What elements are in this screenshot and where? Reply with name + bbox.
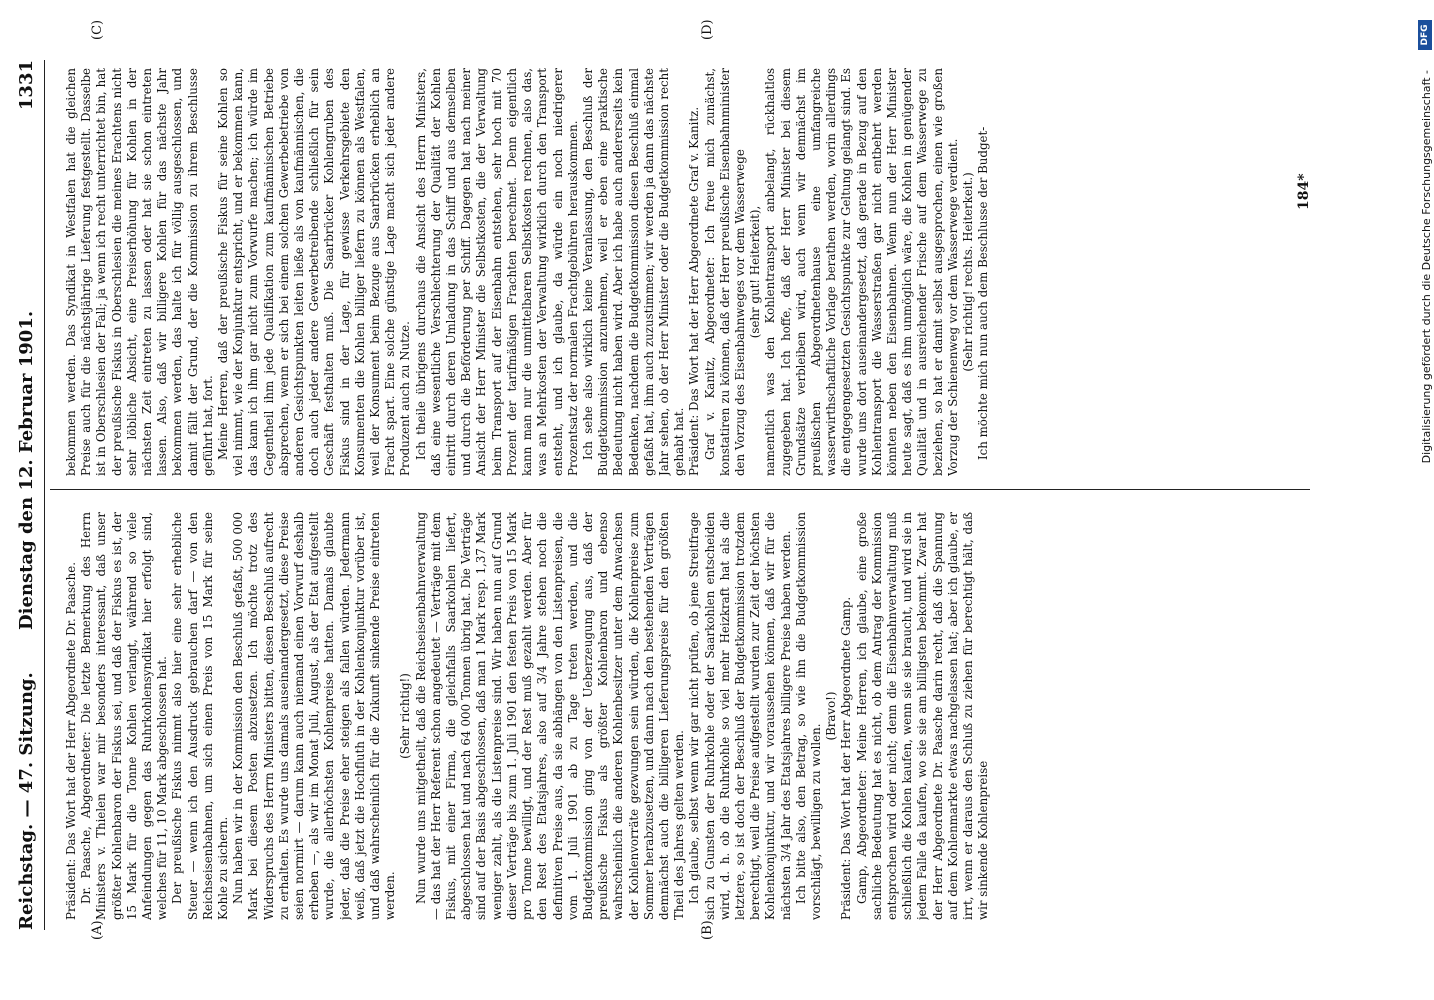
page-number: 1331 — [16, 60, 37, 111]
interjection: (sehr gut! Heiterkeit), — [748, 205, 763, 339]
paragraph: Ich möchte mich nun auch dem Beschlusse der Budget- — [976, 126, 991, 460]
interjection: (Bravo!) — [824, 691, 839, 741]
paragraph: Ich glaube, selbst wenn wir gar nicht prüfen, ob jene Streitfrage sich zu Gunsten der Ruhrkohle oder der Saarkohlen entscheiden wird, d. h. ob die Ruhrkohle so viel mehr Heizkraft hat als die letztere, so ist doch der Beschluß der Budgetkommission trotzdem berechtigt, weil die Preise aufgestellt wurden zur Zeit der höchsten Kohlenkonjunktur, und wir voraussehen können, daß wir für die nächsten 3/4 Jahr des Etatsjahres billigere Preise haben werden. — [687, 512, 793, 920]
interjection: (Sehr richtig!) — [398, 673, 413, 759]
header-left: Reichstag. — 47. Sitzung. — [16, 672, 37, 930]
paragraph: Nun wurde uns mitgetheilt, daß die Reichseisenbahnverwaltung — das hat der Herr Referent schon angedeutet — Verträge mit dem Fiskus, mit einer Firma, die gleichfalls Saarkohlen liefert, abgeschlossen hat und nach 64 000 Tonnen übrig hat. Die Verträge sind auf der Basis abgeschlossen, daß man 1 Mark resp. 1,37 Mark weniger zahlt, als die Listenpreise sind. Wir haben nun auf Grund dieser Verträge bis zum 1. Juli 1901 den festen Preis von 15 Mark pro Tonne bewilligt, und der Rest muß gezahlt werden. Aber für den Rest des Etatsjahres, also auf 3/4 Jahre stehen noch die definitiven Preise aus, da sie abhängen von den Listenpreisen, die vom 1. Juli 1901 ab zu Tage treten werden, und die Budgetkommission ging von der Ueberzeugung aus, daß der preußische Fiskus als größter Kohlenbaron und ebenso wahrscheinlich die anderen Kohlenbesitzer unter dem Anwachsen der Kohlenvorräte gezwungen sein würden, die Kohlenpreise zum Sommer herabzusetzen, und dann nach den bestehenden Verträgen demnächst auch die billigeren Lieferungspreise für den größten Theil des Jahres gelten werden. — [413, 512, 687, 920]
paragraph: Dr. Paasche, Abgeordneter: Die letzte Bemerkung des Herrn Ministers v. Thielen war mir besonders interessant, daß unser größter Kohlenbaron der Fiskus sei, und daß der Fiskus es ist, der 15 Mark für die Tonne Kohlen verlangt, während so viele Anfeindungen gegen das Ruhrkohlensyndikat hier erfolgt sind, welches für 11, 10 Mark abgeschlossen hat. — [79, 512, 170, 920]
interjection: (Sehr richtig! rechts. Heiterkeit.) — [960, 172, 975, 372]
margin-mark-d: (D) — [700, 19, 715, 40]
digitization-note: Digitalisierung gefördert durch die Deutsche Forschungsgemeinschaft - — [1420, 70, 1433, 464]
margin-mark-a: (A) — [90, 920, 105, 940]
paragraph: Ich sehe also wirklich keine Veranlassung, den Beschluß der Budgetkommission anzunehmen, weil er eben eine praktische Bedeutung nicht haben wird. Aber ich habe auch andererseits kein Bedenken, nachdem die Budgetkommission diesen Beschluß einmal gefaßt hat, ihm auch zuzustimmen; wir werden ja dann das nächste Jahr sehen, ob der Herr Minister oder die Budgetkommission recht gehabt hat. — [580, 68, 687, 476]
header-date: Dienstag den 12. Februar 1901. — [16, 310, 37, 630]
paragraph: Ich theile übrigens durchaus die Ansicht des Herrn Ministers, daß eine wesentliche Verschlechterung der Qualität der Kohlen eintritt durch deren Umladung in das Schiff und aus demselben und durch die Beförderung per Schiff. Dagegen hat nach meiner Ansicht der Herr Minister die Selbstkosten, die der Verwaltung beim Transport auf der Eisenbahn entstehen, sehr hoch mit 70 Prozent der tarifmäßigen Frachten berechnet. Denn eigentlich kann man nur die unmittelbaren Selbstkosten rechnen, also das, was an Mehrkosten der Verwaltung wirklich durch den Transport entsteht, und ich glaube, da würde ein noch niedrigerer Prozentsatz der normalen Frachtgebühren herauskommen. — [413, 68, 580, 476]
dfg-logo: DFG — [1418, 20, 1432, 50]
paragraph: Präsident: Das Wort hat der Herr Abgeordnete Gamp. — [839, 596, 854, 920]
margin-mark-c: (C) — [90, 19, 105, 40]
paragraph: Präsident: Das Wort hat der Herr Abgeordnete Dr. Paasche. — [64, 562, 78, 920]
paragraph: Nun haben wir in der Kommission den Beschluß gefaßt, 500 000 Mark bei diesem Posten abzusetzen. Ich möchte trotz des Widerspruchs des Herrn Ministers bitten, diesen Beschluß aufrecht zu erhalten. Es wurde uns damals auseinandergesetzt, diese Preise seien normirt — darum kann auch niemand einen Vorwurf deshalb erheben —, als wir im Monat Juli, August, als der Etat aufgestellt wurde, die allerhöchsten Kohlenpreise hatten. Damals glaubte jeder, daß die Preise eher steigen als fallen würden. Jedermann weiß, daß jetzt die Hochfluth in der Kohlenkonjunktur vorüber ist, und daß wahrscheinlich für die Zukunft sinkende Preise eintreten werden. — [231, 512, 398, 920]
paragraph: Gamp, Abgeordneter: Meine Herren, ich glaube, eine große sachliche Bedeutung hat es nicht, ob dem Antrag der Kommission entsprochen wird oder nicht; denn die Eisenbahnverwaltung muß schließlich die Kohlen kaufen, wenn sie sie braucht, und wird sie in jedem Falle da kaufen, wo sie sie am billigsten bekommt. Zwar hat der Herr Abgeordnete Dr. Paasche darin recht, daß die Spannung auf dem Kohlenmarkte etwas nachgelassen hat; aber ich glaube, er irrt, wenn er daraus den Schluß zu ziehen für berechtigt hält, daß wir sinkende Kohlenpreise — [854, 512, 991, 920]
paragraph: Graf v. Kanitz, Abgeordneter: Ich freue mich zunächst, konstatiren zu können, daß der Herr preußische Eisenbahnminister den Vorzug des Eisenbahnweges vor dem Wasserwege — [702, 68, 747, 476]
paragraph: Meine Herren, daß der preußische Fiskus für seine Kohlen so viel nimmt, wie der Konjunktur entspricht, und er bekommen kann, das kann ich ihm gar nicht zum Vorwurfe machen; ich würde im Gegentheil ihm jede Qualifikation zum kaufmännischen Betriebe absprechen, wenn er sich bei einem solchen Gewerbebetriebe von anderen Gesichtspunkten leiten ließe als von kaufmännischen, die doch auch jeder andere Gewerbetreibende schließlich für sein Geschäft festhalten muß. Die Saarbrücker Kohlengruben des Fiskus sind in der Lage, für gewisse Verkehrsgebiete den Konsumenten die Kohlen billiger liefern zu können als Westfalen, weil der Konsument beim Bezuge aus Saarbrücken erheblich an Fracht spart. Eine solche günstige Lage macht sich jeder andere Produzent auch zu Nutze. — [216, 68, 413, 476]
paragraph: Ich bitte also, den Betrag, so wie ihn die Budgetkommission vorschlägt, bewilligen zu wollen. — [793, 512, 823, 920]
paragraph: Der preußische Fiskus nimmt also hier eine sehr erhebliche Steuer — wenn ich den Ausdruck gebrauchen darf — von den Reichseisenbahnen, um sich einen Preis von 15 Mark für seine Kohle zu sichern. — [170, 512, 231, 920]
paragraph: Präsident: Das Wort hat der Herr Abgeordnete Graf v. Kanitz. — [687, 106, 702, 476]
margin-mark-b: (B) — [700, 920, 715, 940]
paragraph: bekommen werden. Das Syndikat in Westfalen hat die gleichen Preise auch für die nächstjährige Lieferung festgestellt. Dasselbe ist in Oberschlesien der Fall; ja wenn ich recht unterrichtet bin, hat der preußische Fiskus in Oberschlesien die meines Erachtens nicht sehr löbliche Absicht, eine Preiserhöhung für Kohlen in der nächsten Zeit eintreten zu lassen oder hat sie schon eintreten lassen. Also, daß wir billigere Kohlen für das nächste Jahr bekommen werden, das halte ich für völlig ausgeschlossen, und damit fällt der Grund, der die Kommission zu ihrem Beschlusse geführt hat, fort. — [64, 68, 215, 476]
sheet-mark: 184* — [1296, 173, 1312, 210]
paragraph: namentlich was den Kohlentransport anbelangt, rückhaltlos zugegeben hat. Ich hoffe, daß der Herr Minister bei diesem Grundsätze verbleiben wird, auch wenn wir demnächst im preußischen Abgeordnetenhause eine umfangreiche wasserwirthschaftliche Vorlage berathen werden, worin allerdings die entgegengesetzten Gesichtspunkte zur Geltung gelangt sind. Es wurde uns dort auseinandergesetzt, daß gerade in Bezug auf den Kohlentransport die Wasserstraßen gar nicht entbehrt werden könnten neben den Eisenbahnen. Wenn nun der Herr Minister heute sagt, daß es ihm unmöglich wäre, die Kohlen in genügender Qualität und in ausreichender Frische auf dem Wasserwege zu beziehen, so hat er damit selbst ausgesprochen, einen wie großen Vorzug der Schienenweg vor dem Wasserwege verdient. — [763, 68, 960, 476]
